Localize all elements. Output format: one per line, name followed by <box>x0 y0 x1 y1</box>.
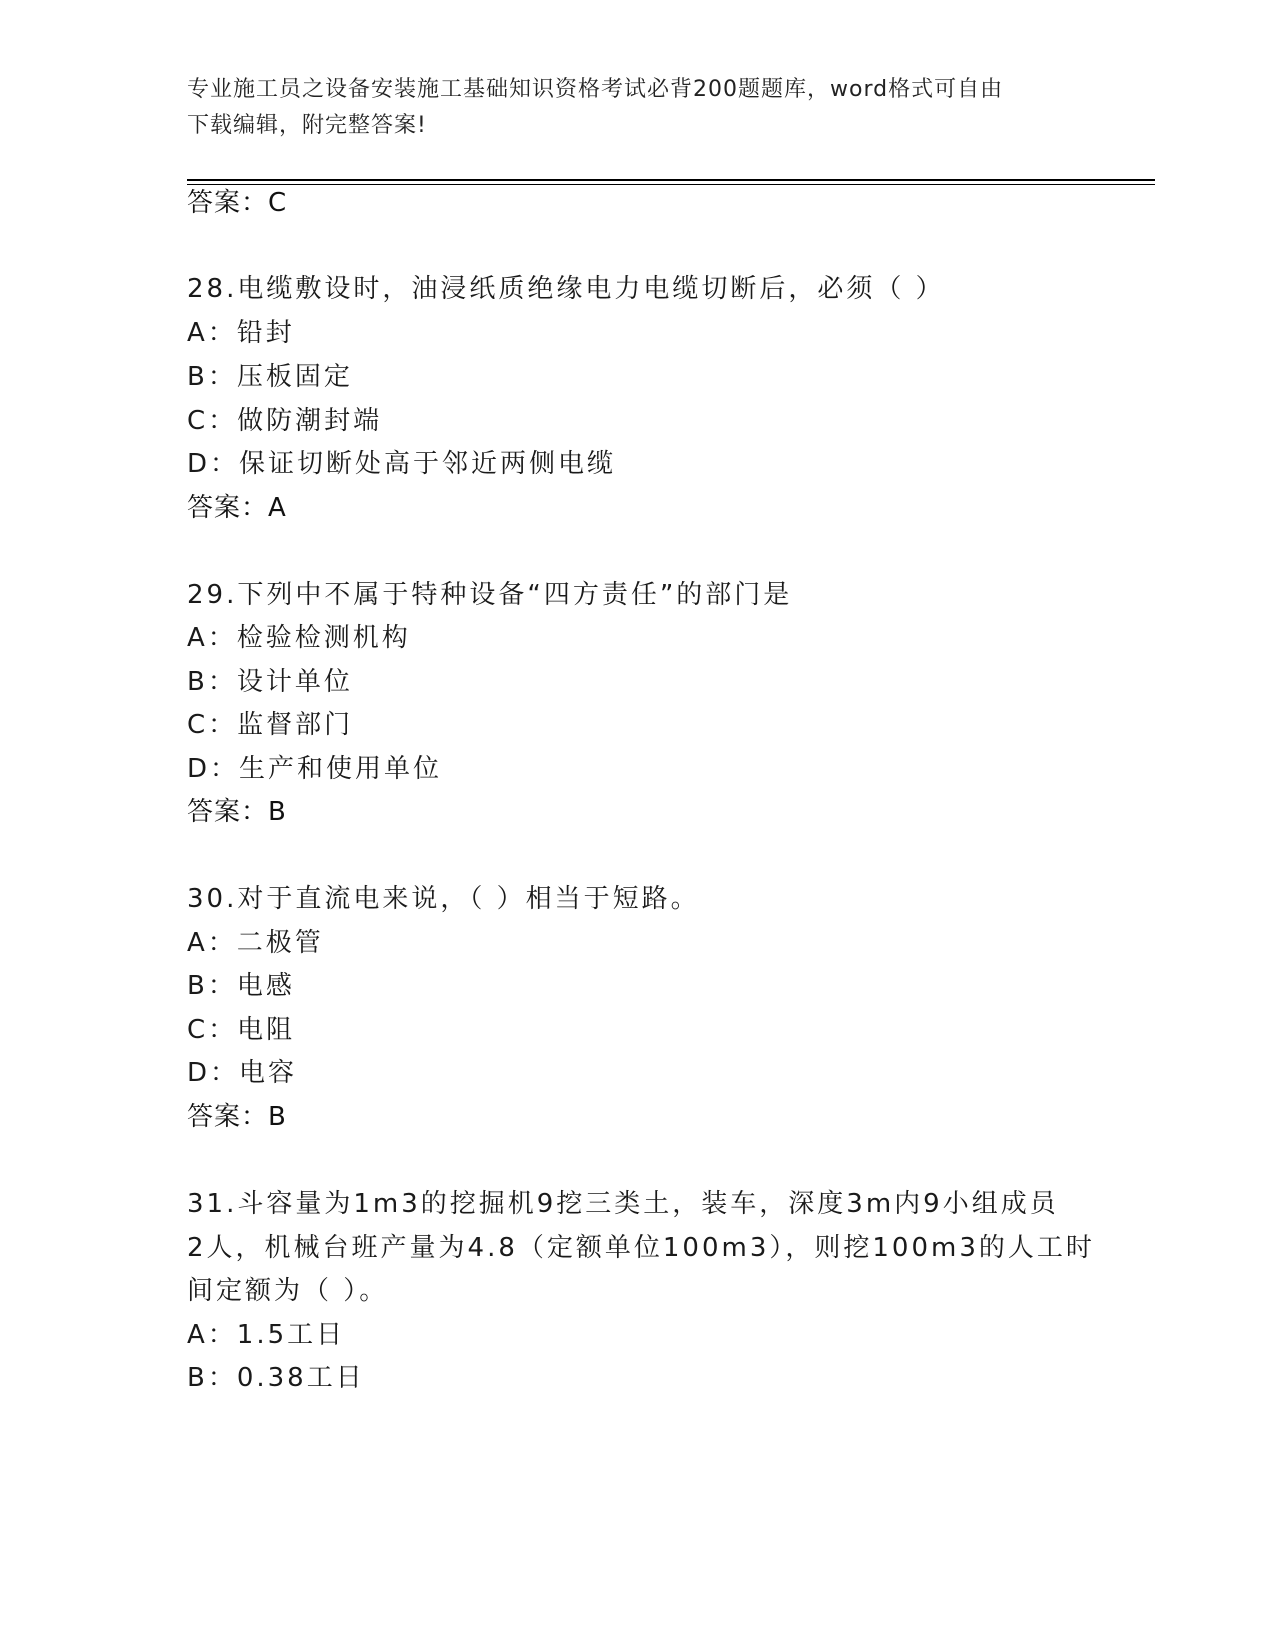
document-header <box>187 72 1067 144</box>
question-29-option-c: C：监督部门 <box>187 710 354 740</box>
question-31-option-b: B：0.38工日 <box>187 1363 365 1393</box>
question-28-stem: 28.电缆敷设时，油浸纸质绝缘电力电缆切断后，必须（ ） <box>187 274 945 304</box>
question-31-option-a: A：1.5工日 <box>187 1320 346 1350</box>
question-30-option-d: D：电容 <box>187 1058 298 1088</box>
question-28-option-a: A：铅封 <box>187 318 295 348</box>
question-29-answer: 答案：B <box>187 797 287 827</box>
question-30-stem: 30.对于直流电来说，（ ）相当于短路。 <box>187 884 700 914</box>
question-29-stem: 29.下列中不属于特种设备“四方责任”的部门是 <box>187 580 793 610</box>
question-30-option-a: A：二极管 <box>187 928 324 958</box>
question-31-stem-line-3: 间定额为（ ）。 <box>187 1276 389 1306</box>
header-line-2: 下载编辑，附完整答案! <box>187 113 427 138</box>
question-29-option-b: B：设计单位 <box>187 667 353 697</box>
question-30-answer: 答案：B <box>187 1102 287 1132</box>
question-28-answer: 答案：A <box>187 493 287 523</box>
question-29-option-d: D：生产和使用单位 <box>187 754 443 784</box>
previous-answer: 答案：C <box>187 188 288 218</box>
question-28-option-c: C：做防潮封端 <box>187 406 383 436</box>
question-30-option-c: C：电阻 <box>187 1015 296 1045</box>
question-31-stem-line-1: 31.斗容量为1m3的挖掘机9挖三类土，装车，深度3m内9小组成员 <box>187 1189 1059 1219</box>
header-rule <box>187 184 1155 185</box>
header-rule <box>187 179 1155 181</box>
question-28-option-d: D：保证切断处高于邻近两侧电缆 <box>187 449 617 479</box>
question-31-stem-line-2: 2人，机械台班产量为4.8（定额单位100m3），则挖100m3的人工时 <box>187 1233 1095 1263</box>
question-30-option-b: B：电感 <box>187 971 295 1001</box>
header-line-1: 专业施工员之设备安装施工基础知识资格考试必背200题题库，word格式可自由 <box>187 77 1004 102</box>
question-28-option-b: B：压板固定 <box>187 362 353 392</box>
question-29-option-a: A：检验检测机构 <box>187 623 411 653</box>
